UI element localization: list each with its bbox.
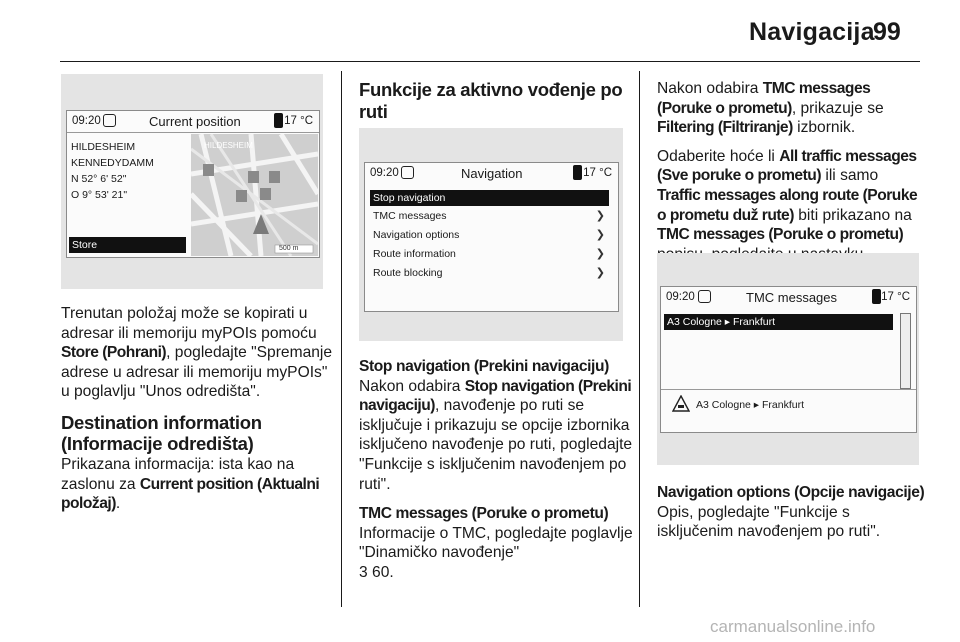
- paragraph: [61, 455, 336, 514]
- address-line: N 52° 6' 52": [71, 173, 127, 185]
- screen-title: TMC messages: [746, 290, 838, 305]
- screen-title: Current position: [149, 114, 241, 129]
- status-bar: [365, 163, 618, 183]
- column-2-heading-block: [359, 79, 627, 122]
- text-run: Prikazana informacija: ista kao na zaslonu za: [61, 455, 295, 493]
- bold-term: Traffic messages along route (Poruke o prometu duž rute): [657, 186, 918, 224]
- header-rule: [60, 61, 920, 62]
- temperature: 17 °C: [583, 167, 612, 179]
- subsection-heading: TMC messages (Poruke o prometu): [359, 505, 609, 523]
- page-header-title: Navigacija: [749, 18, 875, 46]
- menu-item-route-blocking[interactable]: [370, 265, 609, 281]
- column-3-lower: [657, 483, 925, 542]
- paragraph: [359, 377, 634, 495]
- text-run: biti prikazano na: [793, 206, 912, 224]
- screen-title: Navigation: [461, 166, 523, 181]
- text-run: Odaberite hoće li: [657, 147, 780, 165]
- store-button[interactable]: Store: [69, 237, 186, 253]
- chevron-right-icon: ❯: [595, 229, 605, 241]
- chevron-right-icon: ❯: [595, 210, 605, 222]
- cross-reference-icon: 3: [359, 563, 368, 581]
- text-run: , pogledajte "Spremanje adrese u adresar ili memoriju myPOIs" u poglavlju "Unos odredišta".: [61, 344, 333, 401]
- navigation-menu-screenshot: [359, 128, 623, 341]
- thermometer-icon: [573, 165, 582, 180]
- clock-icon: [698, 290, 711, 303]
- text-run: Nakon odabira: [657, 80, 763, 97]
- map-view: [191, 134, 318, 256]
- bold-term: Filtering (Filtriranje): [657, 119, 793, 137]
- temperature: 17 °C: [284, 115, 313, 127]
- section-heading: Destination information (Informacije odredišta): [61, 411, 262, 455]
- paragraph: [657, 79, 925, 138]
- status-bar-divider: [67, 132, 319, 133]
- subsection-heading: Navigation options (Opcije navigacije): [657, 484, 925, 501]
- bold-term: Current position (Aktualni položaj): [61, 475, 320, 513]
- text-run: ili samo: [821, 167, 879, 185]
- bold-term: Store (Pohrani): [61, 344, 167, 362]
- column-divider-1: [341, 71, 342, 607]
- tmc-messages-screenshot: [657, 253, 919, 465]
- clock-time: 09:20: [370, 167, 399, 179]
- paragraph: Opis, pogledajte "Funkcije s isključenim navođenjem po ruti".: [657, 503, 881, 541]
- chevron-right-icon: ❯: [595, 248, 605, 260]
- current-position-screen: [66, 110, 320, 258]
- chevron-right-icon: ❯: [595, 267, 605, 279]
- watermark: carmanualsonline.info: [710, 617, 876, 636]
- subsection-heading: Stop navigation (Prekini navigaciju): [359, 358, 609, 375]
- bold-term: TMC messages (Poruke o prometu): [657, 80, 871, 117]
- menu-item-label: Navigation options: [373, 229, 460, 241]
- status-bar: [661, 287, 916, 307]
- menu-item-route-information[interactable]: [370, 246, 609, 262]
- text-run: izbornik.: [792, 119, 856, 137]
- clock-icon: [401, 166, 414, 179]
- status-bar: [67, 111, 319, 131]
- text-run: Nakon odabira: [359, 377, 465, 395]
- paragraph-text: Informacije o TMC, pogledajte poglavlje "Dinamičko navođenje": [359, 524, 633, 562]
- address-block: [71, 139, 154, 203]
- map-scale: 500 m: [279, 245, 299, 252]
- thermometer-icon: [274, 113, 283, 128]
- text-run: Trenutan položaj može se kopirati u adresar ili memoriju myPOIs pomoću: [61, 305, 317, 342]
- bold-term: Stop navigation (Prekini navigaciju): [359, 377, 632, 415]
- menu-item-label: TMC messages: [373, 210, 447, 222]
- page-number: 99: [873, 18, 901, 46]
- bold-term: All traffic messages (Sve poruke o prometu): [657, 147, 917, 185]
- column-divider-2: [639, 71, 640, 607]
- address-line: HILDESHEIM: [71, 141, 136, 153]
- current-position-screenshot: [61, 74, 323, 289]
- text-run: .: [115, 495, 121, 513]
- tmc-message-item[interactable]: A3 Cologne ▸ Frankfurt: [664, 314, 893, 330]
- map-city-label: HILDESHEIM: [204, 141, 253, 150]
- menu-item-navigation-options[interactable]: [370, 227, 609, 243]
- address-line: KENNEDYDAMM: [71, 157, 154, 169]
- clock-time: 09:20: [72, 115, 101, 127]
- address-line: O 9° 53' 21": [71, 189, 128, 201]
- clock-icon: [103, 114, 116, 127]
- navigation-menu-screen: [364, 162, 619, 312]
- temperature: 17 °C: [881, 291, 910, 303]
- traffic-warning-icon: [672, 395, 690, 413]
- column-3: [657, 79, 925, 264]
- menu-item-stop-navigation[interactable]: Stop navigation: [370, 190, 609, 206]
- tmc-messages-screen: [660, 286, 917, 433]
- column-1: [61, 304, 336, 514]
- menu-item-label: Route information: [373, 248, 456, 260]
- cross-reference-page[interactable]: 60.: [372, 563, 394, 581]
- paragraph: [359, 524, 634, 583]
- menu-item-tmc-messages[interactable]: [370, 208, 609, 224]
- paragraph: [61, 304, 336, 402]
- text-run: , navođenje po ruti se isključuje i prikazuju se opcije izbornika isključeno navođenje po ruti, pogledajte "Funkcije s isključenim navođenjem po ruti".: [359, 397, 633, 493]
- thermometer-icon: [872, 289, 881, 304]
- paragraph: [657, 147, 925, 265]
- menu-item-label: Route blocking: [373, 267, 443, 279]
- tmc-message-detail: A3 Cologne ▸ Frankfurt: [696, 399, 804, 411]
- text-run: , prikazuje se: [791, 99, 884, 117]
- bold-term: TMC messages (Poruke o prometu): [657, 226, 904, 244]
- scrollbar[interactable]: [900, 313, 911, 389]
- section-heading: Funkcije za aktivno vođenje po ruti: [359, 79, 623, 122]
- clock-time: 09:20: [666, 291, 695, 303]
- list-divider: [661, 389, 916, 390]
- column-2: [359, 357, 634, 583]
